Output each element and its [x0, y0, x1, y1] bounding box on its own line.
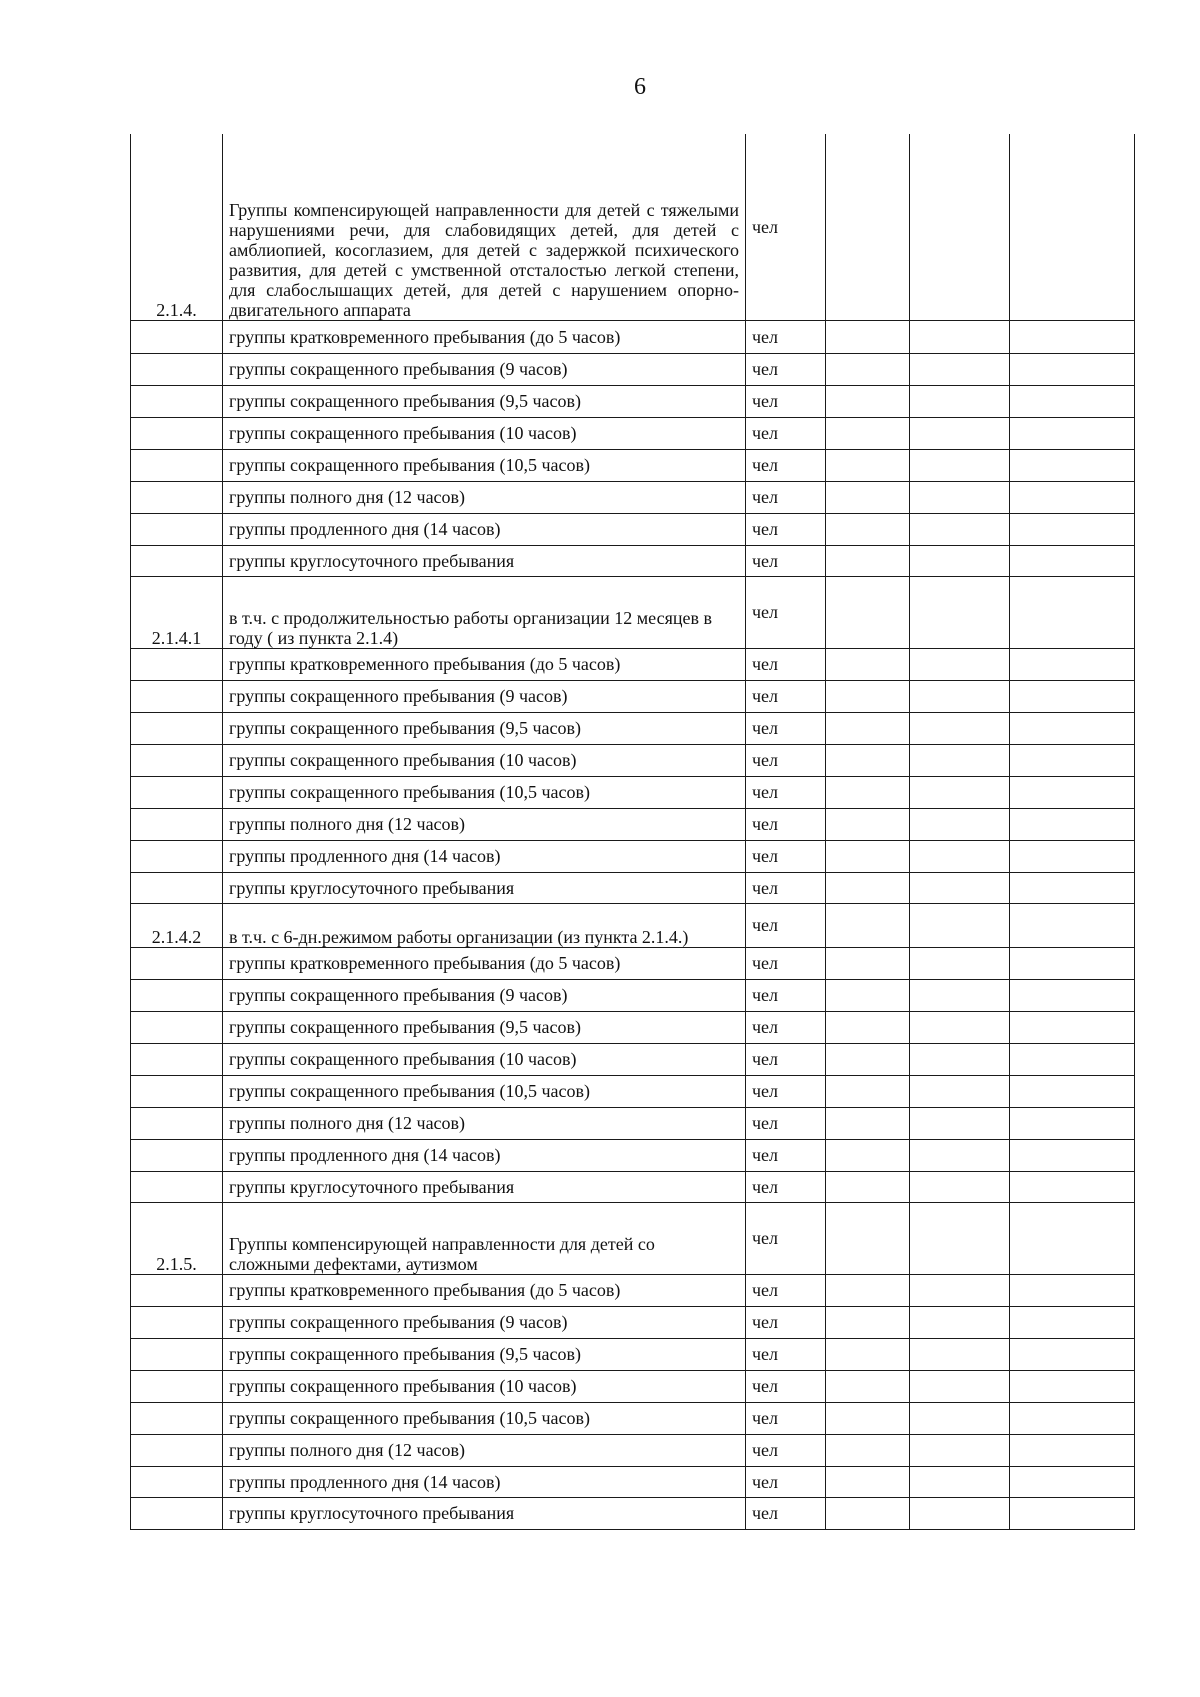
value-cell: [910, 1402, 1010, 1434]
row-number-cell: [131, 1075, 223, 1107]
unit-cell: чел: [746, 712, 826, 744]
value-cell: [1010, 648, 1135, 680]
table-row: [131, 1466, 1135, 1497]
unit-cell: чел: [746, 417, 826, 449]
row-label: группы сокращенного пребывания (9 часов): [223, 979, 746, 1011]
table-row: [131, 1434, 1135, 1466]
value-cell: [826, 1202, 910, 1274]
section-title: в т.ч. с 6-дн.режимом работы организации (из пункта 2.1.4.): [223, 903, 746, 947]
table-row: [131, 320, 1135, 353]
value-cell: [826, 1075, 910, 1107]
value-cell: [826, 385, 910, 417]
value-cell: [910, 1466, 1010, 1497]
unit-cell: чел: [746, 1107, 826, 1139]
unit-cell: чел: [746, 1402, 826, 1434]
value-cell: [1010, 744, 1135, 776]
table-row: [131, 840, 1135, 872]
table-row: [131, 481, 1135, 513]
value-cell: [826, 903, 910, 947]
table-row: [131, 808, 1135, 840]
table-row: [131, 417, 1135, 449]
table-row: [131, 1011, 1135, 1043]
unit-cell: чел: [746, 513, 826, 545]
value-cell: [910, 1306, 1010, 1338]
unit-cell: чел: [746, 776, 826, 808]
value-cell: [826, 1274, 910, 1306]
row-label: группы сокращенного пребывания (9,5 часов): [223, 712, 746, 744]
row-number-cell: [131, 545, 223, 576]
value-cell: [826, 680, 910, 712]
value-cell: [910, 1202, 1010, 1274]
table-row: [131, 680, 1135, 712]
table-row: [131, 712, 1135, 744]
value-cell: [910, 513, 1010, 545]
row-number-cell: [131, 648, 223, 680]
row-number-cell: [131, 1139, 223, 1171]
value-cell: [1010, 680, 1135, 712]
unit-cell: чел: [746, 872, 826, 903]
section-header-row: [131, 1202, 1135, 1274]
value-cell: [1010, 1011, 1135, 1043]
value-cell: [1010, 1171, 1135, 1202]
value-cell: [910, 903, 1010, 947]
unit-cell: чел: [746, 947, 826, 979]
value-cell: [826, 320, 910, 353]
row-label: группы сокращенного пребывания (10,5 часов): [223, 1075, 746, 1107]
value-cell: [1010, 1402, 1135, 1434]
value-cell: [1010, 513, 1135, 545]
section-number: 2.1.4.: [131, 134, 223, 320]
unit-cell: чел: [746, 648, 826, 680]
row-label: группы сокращенного пребывания (9 часов): [223, 353, 746, 385]
value-cell: [1010, 840, 1135, 872]
row-number-cell: [131, 947, 223, 979]
unit-cell: чел: [746, 353, 826, 385]
row-number-cell: [131, 1466, 223, 1497]
row-label: группы круглосуточного пребывания: [223, 545, 746, 576]
value-cell: [910, 680, 1010, 712]
row-number-cell: [131, 1402, 223, 1434]
table-row: [131, 648, 1135, 680]
value-cell: [910, 840, 1010, 872]
row-label: группы сокращенного пребывания (9 часов): [223, 680, 746, 712]
value-cell: [1010, 1434, 1135, 1466]
table-row: [131, 776, 1135, 808]
unit-cell: чел: [746, 1466, 826, 1497]
table-row: [131, 1274, 1135, 1306]
section-header-row: [131, 576, 1135, 648]
unit-cell: чел: [746, 1171, 826, 1202]
value-cell: [826, 648, 910, 680]
value-cell: [826, 744, 910, 776]
row-number-cell: [131, 776, 223, 808]
unit-cell: чел: [746, 1370, 826, 1402]
section-header-row: [131, 134, 1135, 320]
value-cell: [910, 1370, 1010, 1402]
value-cell: [910, 1171, 1010, 1202]
unit-cell: чел: [746, 1274, 826, 1306]
value-cell: [1010, 134, 1135, 320]
value-cell: [826, 1107, 910, 1139]
value-cell: [1010, 979, 1135, 1011]
row-label: группы сокращенного пребывания (10 часов): [223, 1043, 746, 1075]
unit-cell: чел: [746, 840, 826, 872]
value-cell: [1010, 449, 1135, 481]
row-label: группы сокращенного пребывания (10,5 часов): [223, 776, 746, 808]
row-label: группы полного дня (12 часов): [223, 808, 746, 840]
row-label: группы полного дня (12 часов): [223, 1434, 746, 1466]
value-cell: [1010, 1306, 1135, 1338]
value-cell: [1010, 1338, 1135, 1370]
table-row: [131, 1338, 1135, 1370]
unit-cell: чел: [746, 1338, 826, 1370]
table-row: [131, 872, 1135, 903]
row-number-cell: [131, 1370, 223, 1402]
value-cell: [1010, 417, 1135, 449]
row-label: группы продленного дня (14 часов): [223, 513, 746, 545]
value-cell: [1010, 808, 1135, 840]
row-number-cell: [131, 513, 223, 545]
value-cell: [1010, 1075, 1135, 1107]
row-label: группы продленного дня (14 часов): [223, 1139, 746, 1171]
value-cell: [826, 776, 910, 808]
value-cell: [910, 320, 1010, 353]
unit-cell: чел: [746, 744, 826, 776]
value-cell: [910, 481, 1010, 513]
row-number-cell: [131, 712, 223, 744]
row-number-cell: [131, 1011, 223, 1043]
row-label: группы сокращенного пребывания (10,5 часов): [223, 449, 746, 481]
section-header-row: [131, 903, 1135, 947]
unit-cell: чел: [746, 979, 826, 1011]
value-cell: [826, 576, 910, 648]
section-title: Группы компенсирующей направленности для детей со сложными дефектами, аутизмом: [223, 1202, 746, 1274]
row-label: группы кратковременного пребывания (до 5 часов): [223, 1274, 746, 1306]
unit-cell: чел: [746, 1075, 826, 1107]
row-label: группы сокращенного пребывания (9 часов): [223, 1306, 746, 1338]
value-cell: [826, 1043, 910, 1075]
row-number-cell: [131, 1338, 223, 1370]
value-cell: [910, 808, 1010, 840]
value-cell: [910, 385, 1010, 417]
row-label: группы кратковременного пребывания (до 5 часов): [223, 947, 746, 979]
value-cell: [1010, 385, 1135, 417]
value-cell: [1010, 320, 1135, 353]
row-number-cell: [131, 1171, 223, 1202]
unit-cell: чел: [746, 1306, 826, 1338]
value-cell: [826, 1370, 910, 1402]
row-number-cell: [131, 808, 223, 840]
unit-cell: чел: [746, 1434, 826, 1466]
row-number-cell: [131, 872, 223, 903]
table-row: [131, 1306, 1135, 1338]
value-cell: [910, 353, 1010, 385]
value-cell: [1010, 947, 1135, 979]
value-cell: [910, 744, 1010, 776]
value-cell: [910, 1274, 1010, 1306]
value-cell: [910, 545, 1010, 576]
row-label: группы круглосуточного пребывания: [223, 1497, 746, 1529]
value-cell: [910, 417, 1010, 449]
value-cell: [910, 979, 1010, 1011]
unit-cell: чел: [746, 385, 826, 417]
value-cell: [826, 1338, 910, 1370]
unit-cell: чел: [746, 1139, 826, 1171]
row-label: группы продленного дня (14 часов): [223, 1466, 746, 1497]
value-cell: [1010, 1139, 1135, 1171]
value-cell: [826, 134, 910, 320]
value-cell: [910, 1075, 1010, 1107]
table-row: [131, 1171, 1135, 1202]
unit-cell: чел: [746, 320, 826, 353]
value-cell: [910, 1011, 1010, 1043]
table-row: [131, 545, 1135, 576]
unit-cell: чел: [746, 1011, 826, 1043]
unit-cell: чел: [746, 1043, 826, 1075]
value-cell: [826, 1466, 910, 1497]
value-cell: [1010, 1466, 1135, 1497]
value-cell: [910, 1497, 1010, 1529]
row-label: группы сокращенного пребывания (9,5 часов): [223, 1338, 746, 1370]
value-cell: [910, 1434, 1010, 1466]
table-row: [131, 513, 1135, 545]
value-cell: [1010, 545, 1135, 576]
row-label: группы сокращенного пребывания (10 часов): [223, 744, 746, 776]
row-number-cell: [131, 1274, 223, 1306]
row-label: группы полного дня (12 часов): [223, 1107, 746, 1139]
value-cell: [826, 481, 910, 513]
value-cell: [1010, 1274, 1135, 1306]
value-cell: [826, 1011, 910, 1043]
value-cell: [826, 449, 910, 481]
row-number-cell: [131, 744, 223, 776]
row-number-cell: [131, 1497, 223, 1529]
unit-cell: чел: [746, 545, 826, 576]
row-label: группы сокращенного пребывания (10 часов): [223, 1370, 746, 1402]
row-number-cell: [131, 1306, 223, 1338]
value-cell: [910, 776, 1010, 808]
row-label: группы круглосуточного пребывания: [223, 1171, 746, 1202]
row-number-cell: [131, 320, 223, 353]
value-cell: [826, 1497, 910, 1529]
table-row: [131, 385, 1135, 417]
row-label: группы кратковременного пребывания (до 5 часов): [223, 648, 746, 680]
row-label: группы кратковременного пребывания (до 5 часов): [223, 320, 746, 353]
row-number-cell: [131, 385, 223, 417]
value-cell: [910, 648, 1010, 680]
value-cell: [1010, 903, 1135, 947]
section-number: 2.1.4.1: [131, 576, 223, 648]
value-cell: [826, 1139, 910, 1171]
value-cell: [1010, 872, 1135, 903]
value-cell: [910, 1139, 1010, 1171]
value-cell: [826, 979, 910, 1011]
table-row: [131, 1402, 1135, 1434]
table-row: [131, 744, 1135, 776]
table-row: [131, 449, 1135, 481]
row-number-cell: [131, 481, 223, 513]
value-cell: [826, 545, 910, 576]
table-row: [131, 1075, 1135, 1107]
unit-cell: чел: [746, 449, 826, 481]
row-number-cell: [131, 449, 223, 481]
table-row: [131, 1107, 1135, 1139]
value-cell: [826, 1306, 910, 1338]
value-cell: [1010, 1043, 1135, 1075]
row-label: группы сокращенного пребывания (10 часов): [223, 417, 746, 449]
row-label: группы сокращенного пребывания (9,5 часов): [223, 385, 746, 417]
value-cell: [826, 840, 910, 872]
table-row: [131, 1497, 1135, 1529]
row-number-cell: [131, 1043, 223, 1075]
value-cell: [1010, 353, 1135, 385]
data-table: [130, 134, 1135, 1530]
unit-cell: чел: [746, 576, 826, 648]
value-cell: [826, 353, 910, 385]
value-cell: [910, 712, 1010, 744]
page-number: 6: [634, 74, 646, 100]
unit-cell: чел: [746, 481, 826, 513]
value-cell: [910, 134, 1010, 320]
value-cell: [826, 872, 910, 903]
table-row: [131, 1139, 1135, 1171]
row-label: группы полного дня (12 часов): [223, 481, 746, 513]
value-cell: [1010, 776, 1135, 808]
value-cell: [826, 1402, 910, 1434]
value-cell: [910, 947, 1010, 979]
value-cell: [910, 1338, 1010, 1370]
value-cell: [910, 576, 1010, 648]
value-cell: [826, 1171, 910, 1202]
value-cell: [910, 449, 1010, 481]
unit-cell: чел: [746, 680, 826, 712]
table-row: [131, 1043, 1135, 1075]
row-number-cell: [131, 680, 223, 712]
value-cell: [910, 1043, 1010, 1075]
value-cell: [910, 1107, 1010, 1139]
row-label: группы сокращенного пребывания (9,5 часов): [223, 1011, 746, 1043]
value-cell: [826, 513, 910, 545]
row-number-cell: [131, 417, 223, 449]
row-label: группы продленного дня (14 часов): [223, 840, 746, 872]
value-cell: [826, 808, 910, 840]
value-cell: [1010, 1497, 1135, 1529]
value-cell: [1010, 712, 1135, 744]
table-row: [131, 1370, 1135, 1402]
table-row: [131, 353, 1135, 385]
value-cell: [1010, 481, 1135, 513]
section-title: в т.ч. с продолжительностью работы организации 12 месяцев в году ( из пункта 2.1.4): [223, 576, 746, 648]
unit-cell: чел: [746, 134, 826, 320]
unit-cell: чел: [746, 1497, 826, 1529]
value-cell: [826, 712, 910, 744]
value-cell: [910, 872, 1010, 903]
unit-cell: чел: [746, 808, 826, 840]
value-cell: [826, 417, 910, 449]
section-number: 2.1.4.2: [131, 903, 223, 947]
row-number-cell: [131, 1107, 223, 1139]
value-cell: [1010, 1107, 1135, 1139]
table-row: [131, 979, 1135, 1011]
unit-cell: чел: [746, 1202, 826, 1274]
row-number-cell: [131, 1434, 223, 1466]
value-cell: [1010, 1202, 1135, 1274]
row-label: группы круглосуточного пребывания: [223, 872, 746, 903]
row-number-cell: [131, 353, 223, 385]
value-cell: [1010, 576, 1135, 648]
row-number-cell: [131, 979, 223, 1011]
row-number-cell: [131, 840, 223, 872]
row-label: группы сокращенного пребывания (10,5 часов): [223, 1402, 746, 1434]
value-cell: [826, 947, 910, 979]
section-title: Группы компенсирующей направленности для детей с тяжелыми нарушениями речи, для слабовидящих детей, для детей с амблиопией, косоглазием, для детей с задержкой психического развития, для детей с умственной отсталостью легкой степени, для слабослышащих детей, для детей с нарушением опорно-двигательного аппарата: [223, 134, 746, 320]
value-cell: [1010, 1370, 1135, 1402]
section-number: 2.1.5.: [131, 1202, 223, 1274]
table-row: [131, 947, 1135, 979]
value-cell: [826, 1434, 910, 1466]
unit-cell: чел: [746, 903, 826, 947]
